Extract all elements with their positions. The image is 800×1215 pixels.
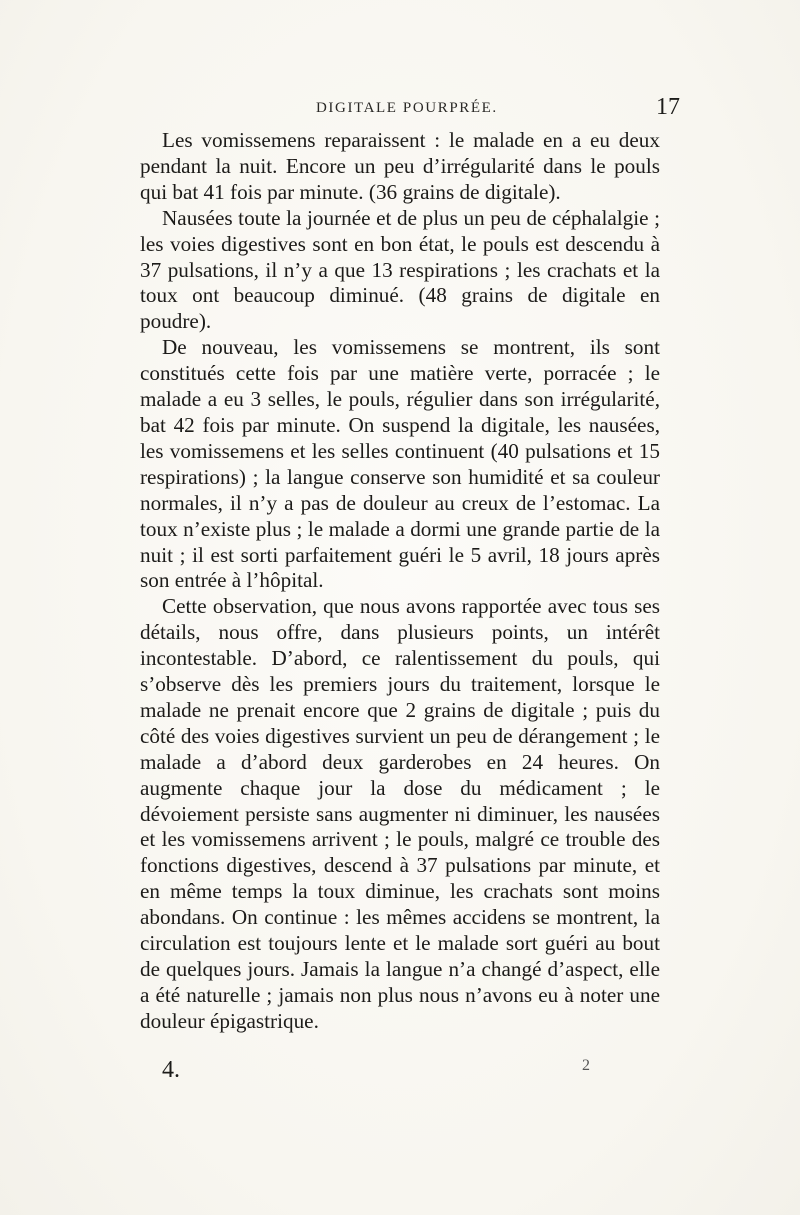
paragraph: Les vomissemens reparaissent : le malade en a eu deux pendant la nuit. Encore un peu d’irrégularité dans le pouls qui bat 41 fois par minute. (36 grains de digitale). [140,128,660,204]
sheet-number: 2 [582,1057,590,1074]
running-title: DIGITALE POURPRÉE. [316,100,498,116]
paragraph: Cette observation, que nous avons rapportée avec tous ses détails, nous offre, dans plusieurs points, un intérêt incontestable. D’abord, ce ralentissement du pouls, qui s’observe dès les premiers jours du traitement, lorsque le malade ne prenait encore que 2 grains de digitale ; puis du côté des voies digestives survient un peu de dérangement ; le malade a d’abord deux garderobes en 24 heures. On augmente chaque jour la dose du médicament ; le dévoiement persiste sans augmenter ni diminuer, les nausées et les vomissemens arrivent ; le pouls, malgré ce trouble des fonctions digestives, descend à 37 pulsations par minute, et en même temps la toux diminue, les crachats sont moins abondans. On continue : les mêmes accidens se montrent, la circulation est toujours lente et le malade sort guéri au bout de quelques jours. Jamais la langue n’a changé d’aspect, elle a été naturelle ; jamais non plus nous n’avons eu à noter une douleur épigastrique. [140,594,660,1033]
page-footer [140,1053,660,1093]
running-head [140,92,680,122]
paragraph: Nausées toute la journée et de plus un peu de céphalalgie ; les voies digestives sont en bon état, le pouls est descendu à 37 pulsations, il n’y a que 13 respirations ; les crachats et la toux ont beaucoup diminué. (48 grains de digitale en poudre). [140,205,660,334]
paragraph: De nouveau, les vomissemens se montrent, ils sont constitués cette fois par une matière verte, porracée ; le malade a eu 3 selles, le pouls, régulier dans son irrégularité, bat 42 fois par minute. On suspend la digitale, les nausées, les vomissemens et les selles continuent (40 pulsations et 15 respirations) ; la langue conserve son humidité et sa couleur normales, il n’y a pas de douleur au creux de l’estomac. La toux n’existe plus ; le malade a dormi une grande partie de la nuit ; il est sorti parfaitement guéri le 5 avril, 18 jours après son entrée à l’hôpital. [140,335,660,593]
body-text [140,128,660,1035]
signature-mark: 4. [162,1057,180,1083]
page-number: 17 [656,94,680,120]
